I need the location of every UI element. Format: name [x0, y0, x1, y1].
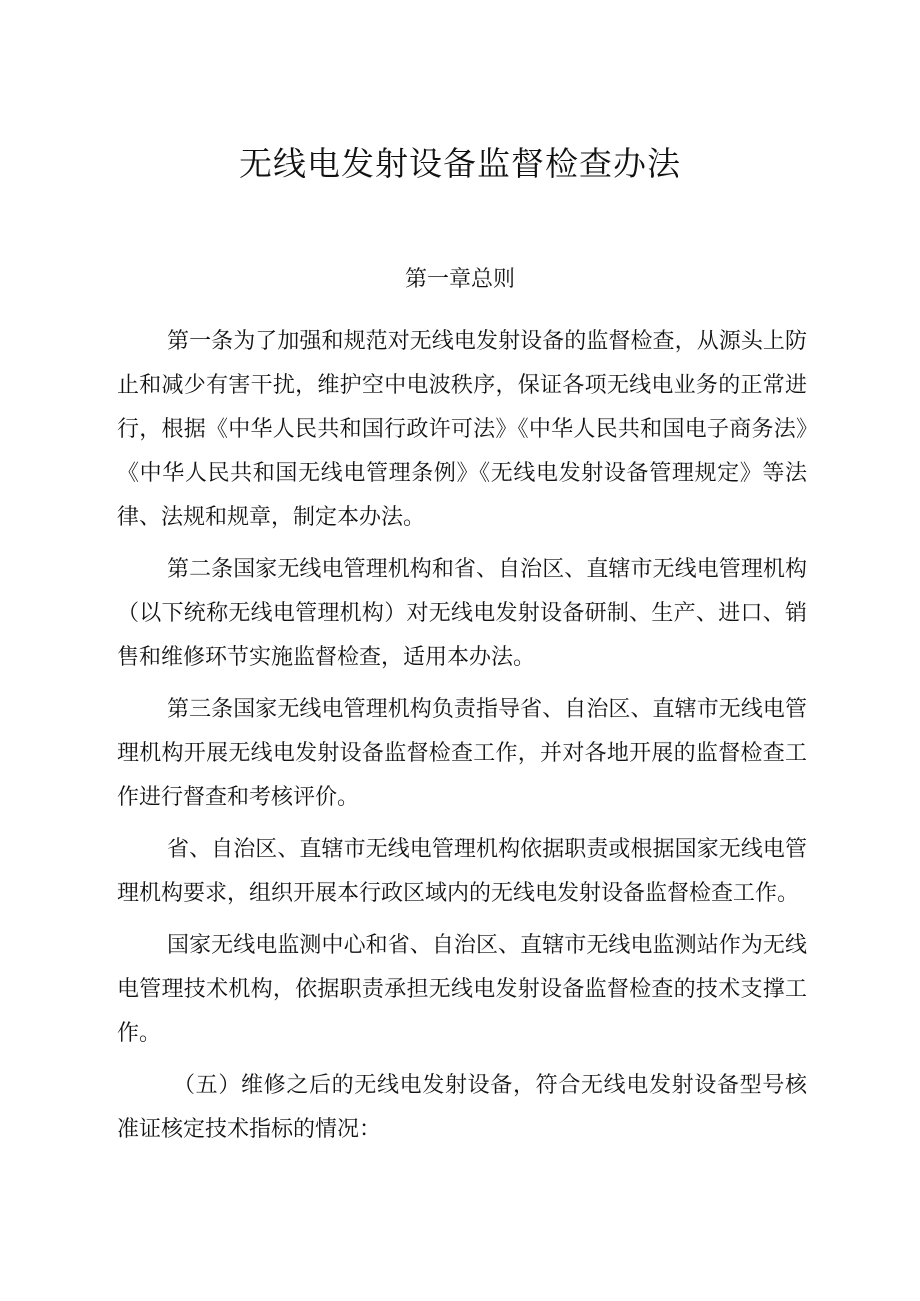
- chapter-heading: 第一章总则: [404, 267, 515, 292]
- paragraph-article-2: 第二条国家无线电管理机构和省、自治区、直辖市无线电管理机构（以下统称无线电管理机构）对无线电发射设备研制、生产、进口、销售和维修环节实施监督检查，适用本办法。: [117, 557, 807, 670]
- document-title: 无线电发射设备监督检查办法: [239, 144, 681, 183]
- paragraph-article-1: 第一条为了加强和规范对无线电发射设备的监督检查，从源头上防止和减少有害干扰，维护空中电波秩序，保证各项无线电业务的正常进行，根据《中华人民共和国行政许可法》《中华人民共和国电子商务法》《中华人民共和国无线电管理条例》《无线电发射设备管理规定》等法律、法规和规章，制定本办法。: [117, 329, 807, 530]
- paragraph-provincial-duties: 省、自治区、直辖市无线电管理机构依据职责或根据国家无线电管理机构要求，组织开展本行政区域内的无线电发射设备监督检查工作。: [117, 837, 807, 906]
- document-body: [117, 320, 807, 1160]
- paragraph-article-3: 第三条国家无线电管理机构负责指导省、自治区、直辖市无线电管理机构开展无线电发射设备监督检查工作，并对各地开展的监督检查工作进行督查和考核评价。: [117, 697, 807, 810]
- paragraph-item-5: （五）维修之后的无线电发射设备，符合无线电发射设备型号核准证核定技术指标的情况：: [117, 1073, 807, 1142]
- paragraph-monitoring-centers: 国家无线电监测中心和省、自治区、直辖市无线电监测站作为无线电管理技术机构，依据职责承担无线电发射设备监督检查的技术支撑工作。: [117, 933, 807, 1046]
